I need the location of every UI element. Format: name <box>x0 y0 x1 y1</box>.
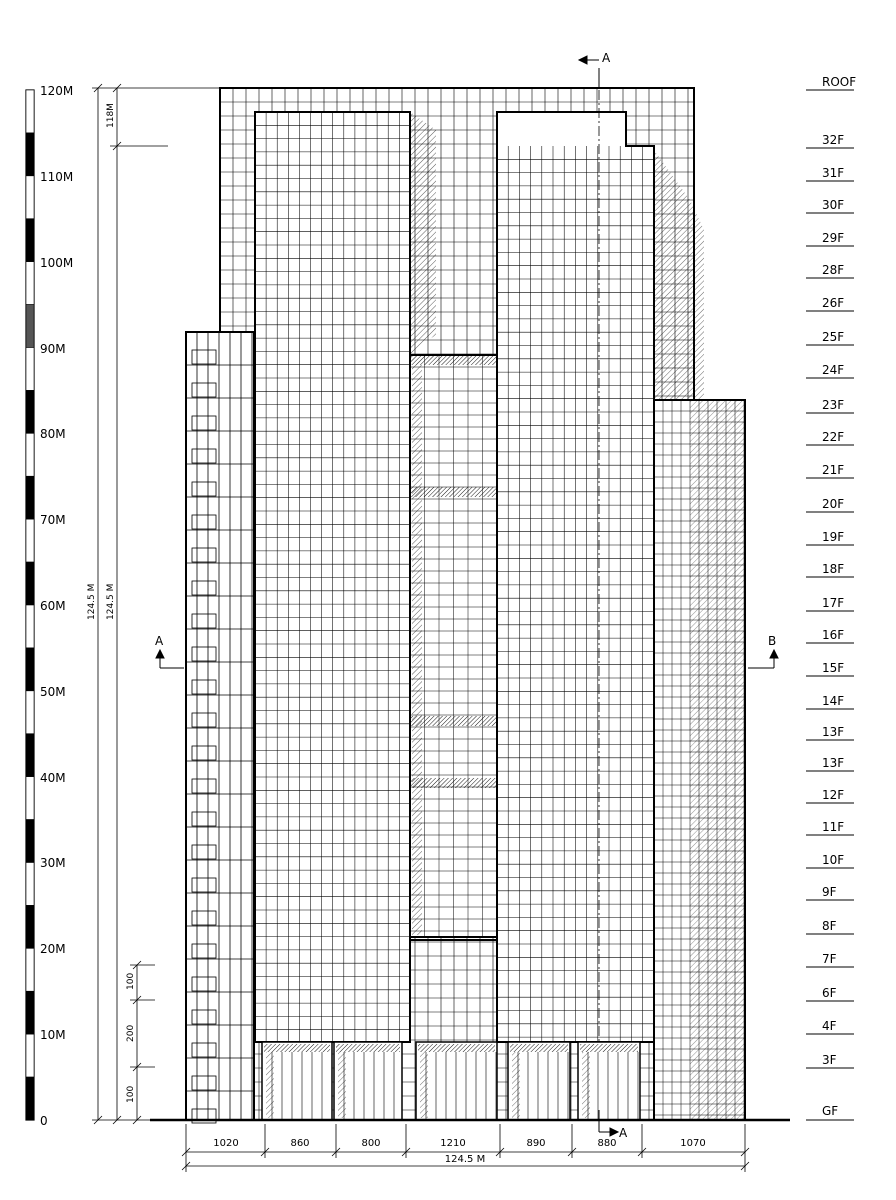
entrance-side-shade <box>582 1052 590 1118</box>
scale-bar-segment <box>26 90 34 133</box>
floor-label-roof: ROOF <box>822 75 857 89</box>
section-mark-top-a: A <box>602 51 611 65</box>
scale-bar-segment <box>26 948 34 991</box>
entrance-side-shade <box>420 1052 428 1118</box>
scale-bar-segments <box>26 90 34 1120</box>
scale-label-100m: 100M <box>40 256 74 270</box>
scale-bar-segment <box>26 648 34 691</box>
scale-label-120m: 120M <box>40 84 74 98</box>
floor-label-16f: 16F <box>822 628 845 642</box>
floor-label-6f: 6F <box>822 986 837 1000</box>
scale-label-0: 0 <box>40 1114 48 1128</box>
scale-bar-segment <box>26 262 34 305</box>
floor-label-25f: 25F <box>822 330 845 344</box>
entrance-side-shade <box>266 1052 274 1118</box>
scale-bar-segment <box>26 390 34 433</box>
floor-label-11f: 11F <box>822 820 845 834</box>
floor-label-29f: 29F <box>822 231 845 245</box>
floor-label-31f: 31F <box>822 166 845 180</box>
floor-label-18f: 18F <box>822 562 845 576</box>
scale-bar-segment <box>26 176 34 219</box>
floor-label-13f-b: 13F <box>822 756 845 770</box>
scale-bar-segment <box>26 348 34 391</box>
scale-label-50m: 50M <box>40 685 66 699</box>
scale-bar-segment <box>26 905 34 948</box>
right-wing-shade <box>690 400 745 1120</box>
entrance-canopy-shade <box>264 1044 330 1052</box>
scale-bar-segment <box>26 1077 34 1120</box>
scale-bar-segment <box>26 863 34 906</box>
entrance-canopy-shade <box>336 1044 400 1052</box>
scale-bar-segment <box>26 820 34 863</box>
floor-label-14f: 14F <box>822 694 845 708</box>
floor-label-19f: 19F <box>822 530 845 544</box>
core-shadow-band-3 <box>410 716 497 726</box>
scale-bar-segment <box>26 691 34 734</box>
floor-label-32f: 32F <box>822 133 845 147</box>
core-shadow-band-4 <box>410 778 497 788</box>
floor-label-8f: 8F <box>822 919 837 933</box>
scale-bar-segment <box>26 734 34 777</box>
scale-bar-segment <box>26 476 34 519</box>
scale-bar <box>26 84 73 1128</box>
dimension-total-outer: 124.5 M <box>87 583 97 620</box>
entrance-canopy-shade <box>418 1044 495 1052</box>
core-shadow-band-2 <box>410 487 497 497</box>
section-mark-right-b: B <box>768 634 777 648</box>
floor-label-15f: 15F <box>822 661 845 675</box>
dimension-segment-1: 1020 <box>213 1138 239 1149</box>
scale-label-40m: 40M <box>40 771 66 785</box>
scale-bar-labels <box>40 84 73 1128</box>
scale-bar-segment <box>26 219 34 262</box>
shadow-upper-right <box>654 150 704 400</box>
scale-bar-segment <box>26 133 34 176</box>
floor-labels <box>822 75 856 1118</box>
dimension-lower-1: 100 <box>126 972 136 990</box>
floor-label-26f: 26F <box>822 296 845 310</box>
scale-label-70m: 70M <box>40 513 66 527</box>
floor-label-21f: 21F <box>822 463 845 477</box>
left-wing <box>186 332 254 1120</box>
scale-label-10m: 10M <box>40 1028 66 1042</box>
dimension-segment-7: 1070 <box>680 1138 706 1149</box>
floor-label-10f: 10F <box>822 853 845 867</box>
dimension-lower-2: 200 <box>126 1024 136 1042</box>
floor-label-22f: 22F <box>822 430 845 444</box>
entrance-canopy-shade <box>580 1044 638 1052</box>
entrance-side-shade <box>512 1052 520 1118</box>
scale-label-110m: 110M <box>40 170 74 184</box>
scale-label-60m: 60M <box>40 599 66 613</box>
dimension-segment-5: 890 <box>526 1138 546 1149</box>
floor-label-23f: 23F <box>822 398 845 412</box>
shadow-upper-left <box>410 112 436 355</box>
entrance-canopy-shade <box>510 1044 568 1052</box>
floor-label-4f: 4F <box>822 1019 837 1033</box>
scale-bar-segment <box>26 1034 34 1077</box>
scale-label-80m: 80M <box>40 427 66 441</box>
dimension-total-inner: 124.5 M <box>106 583 116 620</box>
horizontal-dimension-labels <box>213 1138 705 1165</box>
dimension-top: 118M <box>106 103 116 128</box>
dimension-segment-4: 1210 <box>440 1138 466 1149</box>
floor-label-30f: 30F <box>822 198 845 212</box>
entrance-side-shade <box>338 1052 346 1118</box>
floor-label-20f: 20F <box>822 497 845 511</box>
section-mark-left-a: A <box>155 634 164 648</box>
floor-label-9f: 9F <box>822 885 837 899</box>
building-facade <box>150 88 790 1123</box>
dimension-segment-6: 880 <box>597 1138 617 1149</box>
floor-label-17f: 17F <box>822 596 845 610</box>
scale-bar-segment <box>26 433 34 476</box>
scale-bar-segment <box>26 777 34 820</box>
dimension-lower-3: 100 <box>126 1085 136 1103</box>
scale-bar-segment <box>26 305 34 348</box>
scale-label-90m: 90M <box>40 342 66 356</box>
scale-label-20m: 20M <box>40 942 66 956</box>
scale-bar-segment <box>26 605 34 648</box>
scale-bar-segment <box>26 991 34 1034</box>
podium-entrances <box>262 1042 640 1120</box>
dimension-segment-2: 860 <box>290 1138 310 1149</box>
dimension-segment-3: 800 <box>361 1138 381 1149</box>
floor-label-28f: 28F <box>822 263 845 277</box>
dimension-total: 124.5 M <box>444 1154 486 1165</box>
floor-label-12f: 12F <box>822 788 845 802</box>
floor-label-24f: 24F <box>822 363 845 377</box>
floor-label-3f: 3F <box>822 1053 837 1067</box>
scale-bar-segment <box>26 519 34 562</box>
core-shadow-left <box>412 365 422 935</box>
floor-label-13f-a: 13F <box>822 725 845 739</box>
floor-label-7f: 7F <box>822 952 837 966</box>
floor-label-gf: GF <box>822 1104 839 1118</box>
scale-label-30m: 30M <box>40 856 66 870</box>
core-shadow-band-1 <box>410 355 497 365</box>
section-mark-bottom-a: A <box>619 1126 628 1140</box>
entrance-bay <box>416 1042 497 1120</box>
scale-bar-segment <box>26 562 34 605</box>
